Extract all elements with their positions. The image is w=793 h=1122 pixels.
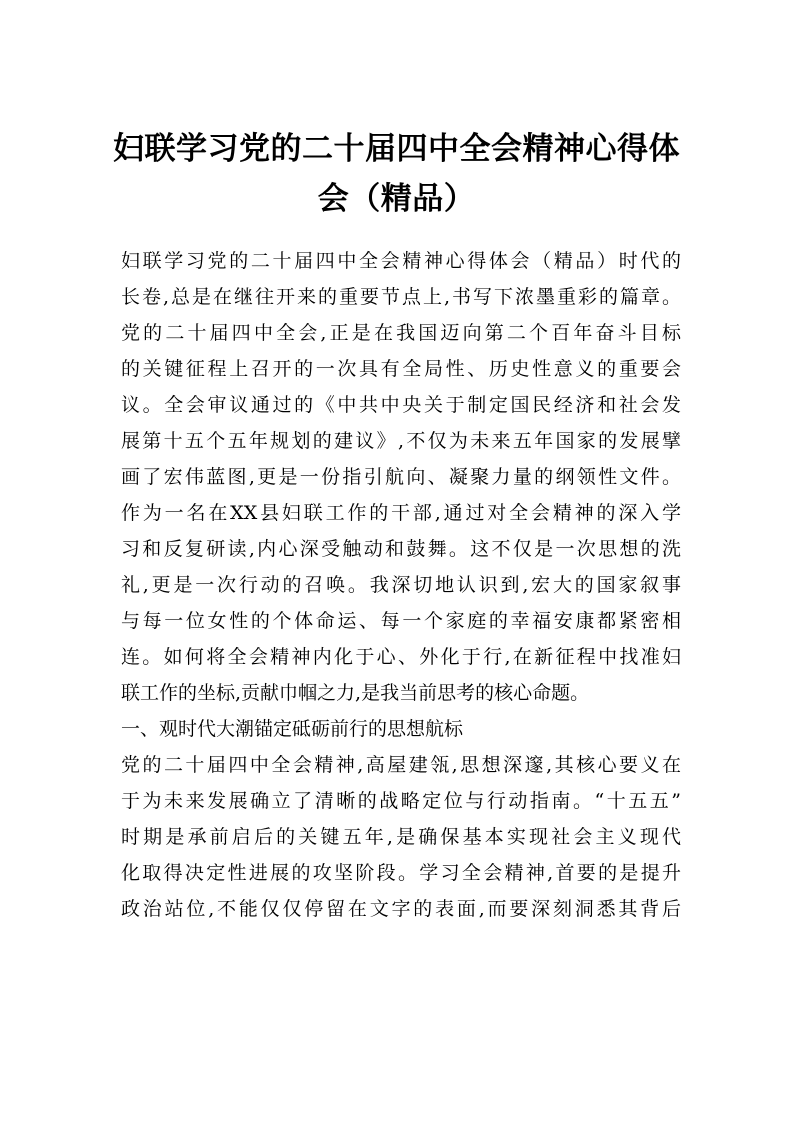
title-line: 妇联学习党的二十届四中全会精神心得体 xyxy=(113,131,680,167)
body-line: 妇联学习党的二十届四中全会精神心得体会（精品）时代的 xyxy=(121,250,681,272)
body-line: 时期是承前启后的关键五年,是确保基本实现社会主义现代 xyxy=(121,826,681,848)
body-line: 长卷,总是在继往开来的重要节点上,书写下浓墨重彩的篇章。 xyxy=(121,286,681,308)
body-line: 党的二十届四中全会,正是在我国迈向第二个百年奋斗目标 xyxy=(121,322,681,344)
document-title xyxy=(100,124,693,224)
body-line: 党的二十届四中全会精神,高屋建瓴,思想深邃,其核心要义在 xyxy=(121,754,681,776)
body-line: 政治站位,不能仅仅停留在文字的表面,而要深刻洞悉其背后 xyxy=(121,898,681,920)
body-line: 于为未来发展确立了清晰的战略定位与行动指南。“十五五” xyxy=(121,790,681,812)
body-line: 化取得决定性进展的攻坚阶段。学习全会精神,首要的是提升 xyxy=(121,862,681,884)
body-line: 议。全会审议通过的《中共中央关于制定国民经济和社会发 xyxy=(121,394,681,416)
body-line: 连。如何将全会精神内化于心、外化于行,在新征程中找准妇 xyxy=(121,646,681,668)
title-line: 会（精品） xyxy=(317,181,476,217)
body-line: 习和反复研读,内心深受触动和鼓舞。这不仅是一次思想的洗 xyxy=(121,538,681,560)
document-body xyxy=(121,243,681,927)
body-line: 礼,更是一次行动的召唤。我深切地认识到,宏大的国家叙事 xyxy=(121,574,681,596)
body-line: 与每一位女性的个体命运、每一个家庭的幸福安康都紧密相 xyxy=(121,610,681,632)
body-line: 的关键征程上召开的一次具有全局性、历史性意义的重要会 xyxy=(121,358,681,380)
body-line: 联工作的坐标,贡献巾帼之力,是我当前思考的核心命题。 xyxy=(121,682,590,704)
body-line: 画了宏伟蓝图,更是一份指引航向、凝聚力量的纲领性文件。 xyxy=(121,466,681,488)
body-line: 作为一名在XX县妇联工作的干部,通过对全会精神的深入学 xyxy=(121,502,681,524)
body-line: 展第十五个五年规划的建议》,不仅为未来五年国家的发展擘 xyxy=(121,430,681,452)
section-heading: 一、观时代大潮锚定砥砺前行的思想航标 xyxy=(121,718,464,740)
